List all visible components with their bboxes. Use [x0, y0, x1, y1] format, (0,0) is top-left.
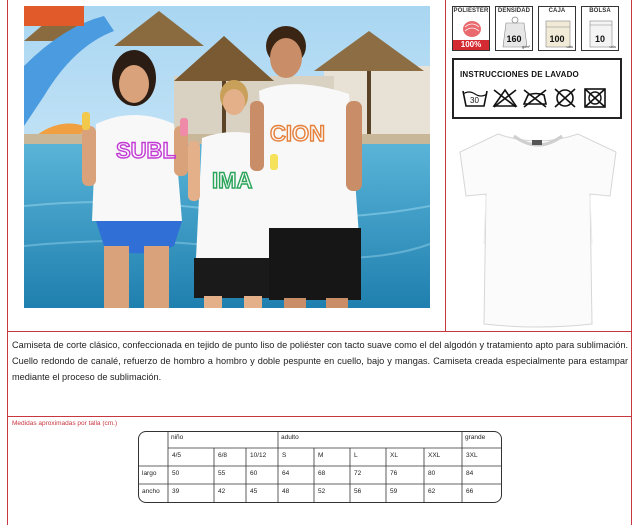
print-text-1: SUBL [116, 138, 176, 163]
spec-label: CAJA [548, 8, 566, 14]
size-value-cell: 59 [390, 488, 398, 495]
size-value-cell: 60 [250, 470, 258, 477]
size-header-cell: XL [390, 452, 398, 459]
wash-icons-row [462, 88, 608, 108]
no-tumble-dry-icon [582, 88, 608, 108]
size-header-cell: S [282, 452, 287, 459]
size-value-cell: 68 [318, 470, 326, 477]
spec-value: 100 [549, 34, 565, 44]
size-header-cell: L [354, 452, 358, 459]
spec-unit: uds [609, 44, 616, 49]
size-header-cell: 6/8 [218, 452, 228, 459]
spec-label: BOLSA [589, 8, 611, 14]
size-value-cell: 45 [250, 488, 258, 495]
wash-30-icon [462, 88, 488, 108]
size-row-label: ancho [142, 488, 160, 495]
print-text-2: IMA [212, 168, 253, 193]
size-value-cell: 55 [218, 470, 226, 477]
spec-unit: uds [566, 44, 573, 49]
size-value-cell: 76 [390, 470, 398, 477]
size-chart-caption: Medidas aproximadas por talla (cm.) [12, 420, 118, 427]
size-value-cell: 80 [428, 470, 436, 477]
no-iron-icon [522, 88, 548, 108]
size-value-cell: 66 [466, 488, 474, 495]
print-text-3: CION [270, 121, 325, 146]
size-header-cell: 3XL [466, 452, 478, 459]
spec-icons-row [452, 6, 619, 51]
size-header-cell: 10/12 [250, 452, 267, 459]
spec-label: POLIESTER [453, 8, 489, 14]
spec-density [495, 6, 533, 51]
frame-right-border [631, 0, 632, 525]
size-value-cell: 62 [428, 488, 436, 495]
spec-value: 160 [506, 34, 522, 44]
no-bleach-icon [492, 88, 518, 108]
spec-bag [581, 6, 619, 51]
section-divider-top [7, 331, 632, 332]
size-value-cell: 50 [172, 470, 180, 477]
product-description: Camiseta de corte clásico, confeccionada en tejido de punto liso de poliéster con tacto suave como el del algodón y tratamiento apto para sublimación. Cuello redondo de canalé, refuerzo de hombro a hombro y doble pespunte en cuello, bajo y mangas. Camiseta creada especialmente para estampar mediante el proceso de sublimación. [12, 340, 628, 382]
size-value-cell: 42 [218, 488, 226, 495]
spec-unit: g/m² [522, 44, 530, 49]
spec-polyester [452, 6, 490, 51]
product-lifestyle-photo [24, 6, 430, 308]
size-value-cell: 64 [282, 470, 290, 477]
size-group-kids: niño [171, 434, 184, 441]
size-row-label: largo [142, 470, 157, 477]
size-value-cell: 56 [354, 488, 362, 495]
column-divider [445, 0, 446, 331]
frame-left-border [7, 0, 8, 525]
size-value-cell: 39 [172, 488, 180, 495]
size-group-adult: adulto [281, 434, 299, 441]
size-value-cell: 52 [318, 488, 326, 495]
wash-instructions-title: INSTRUCCIONES DE LAVADO [460, 70, 579, 79]
wash-temp-label: 30 [470, 96, 479, 105]
size-value-cell: 72 [354, 470, 362, 477]
size-value-cell: 48 [282, 488, 290, 495]
no-dry-clean-icon [552, 88, 578, 108]
spec-value: 100% [453, 40, 489, 50]
section-divider-bottom [7, 416, 632, 417]
wash-instructions-box [452, 58, 622, 119]
size-group-large: grande [465, 434, 486, 441]
size-header-cell: M [318, 452, 324, 459]
size-header-cell: 4/5 [172, 452, 182, 459]
product-tshirt-image [450, 124, 626, 330]
size-value-cell: 84 [466, 470, 474, 477]
spec-box [538, 6, 576, 51]
size-header-cell: XXL [428, 452, 441, 459]
spec-value: 10 [594, 34, 605, 44]
spec-label: DENSIDAD [497, 8, 531, 14]
